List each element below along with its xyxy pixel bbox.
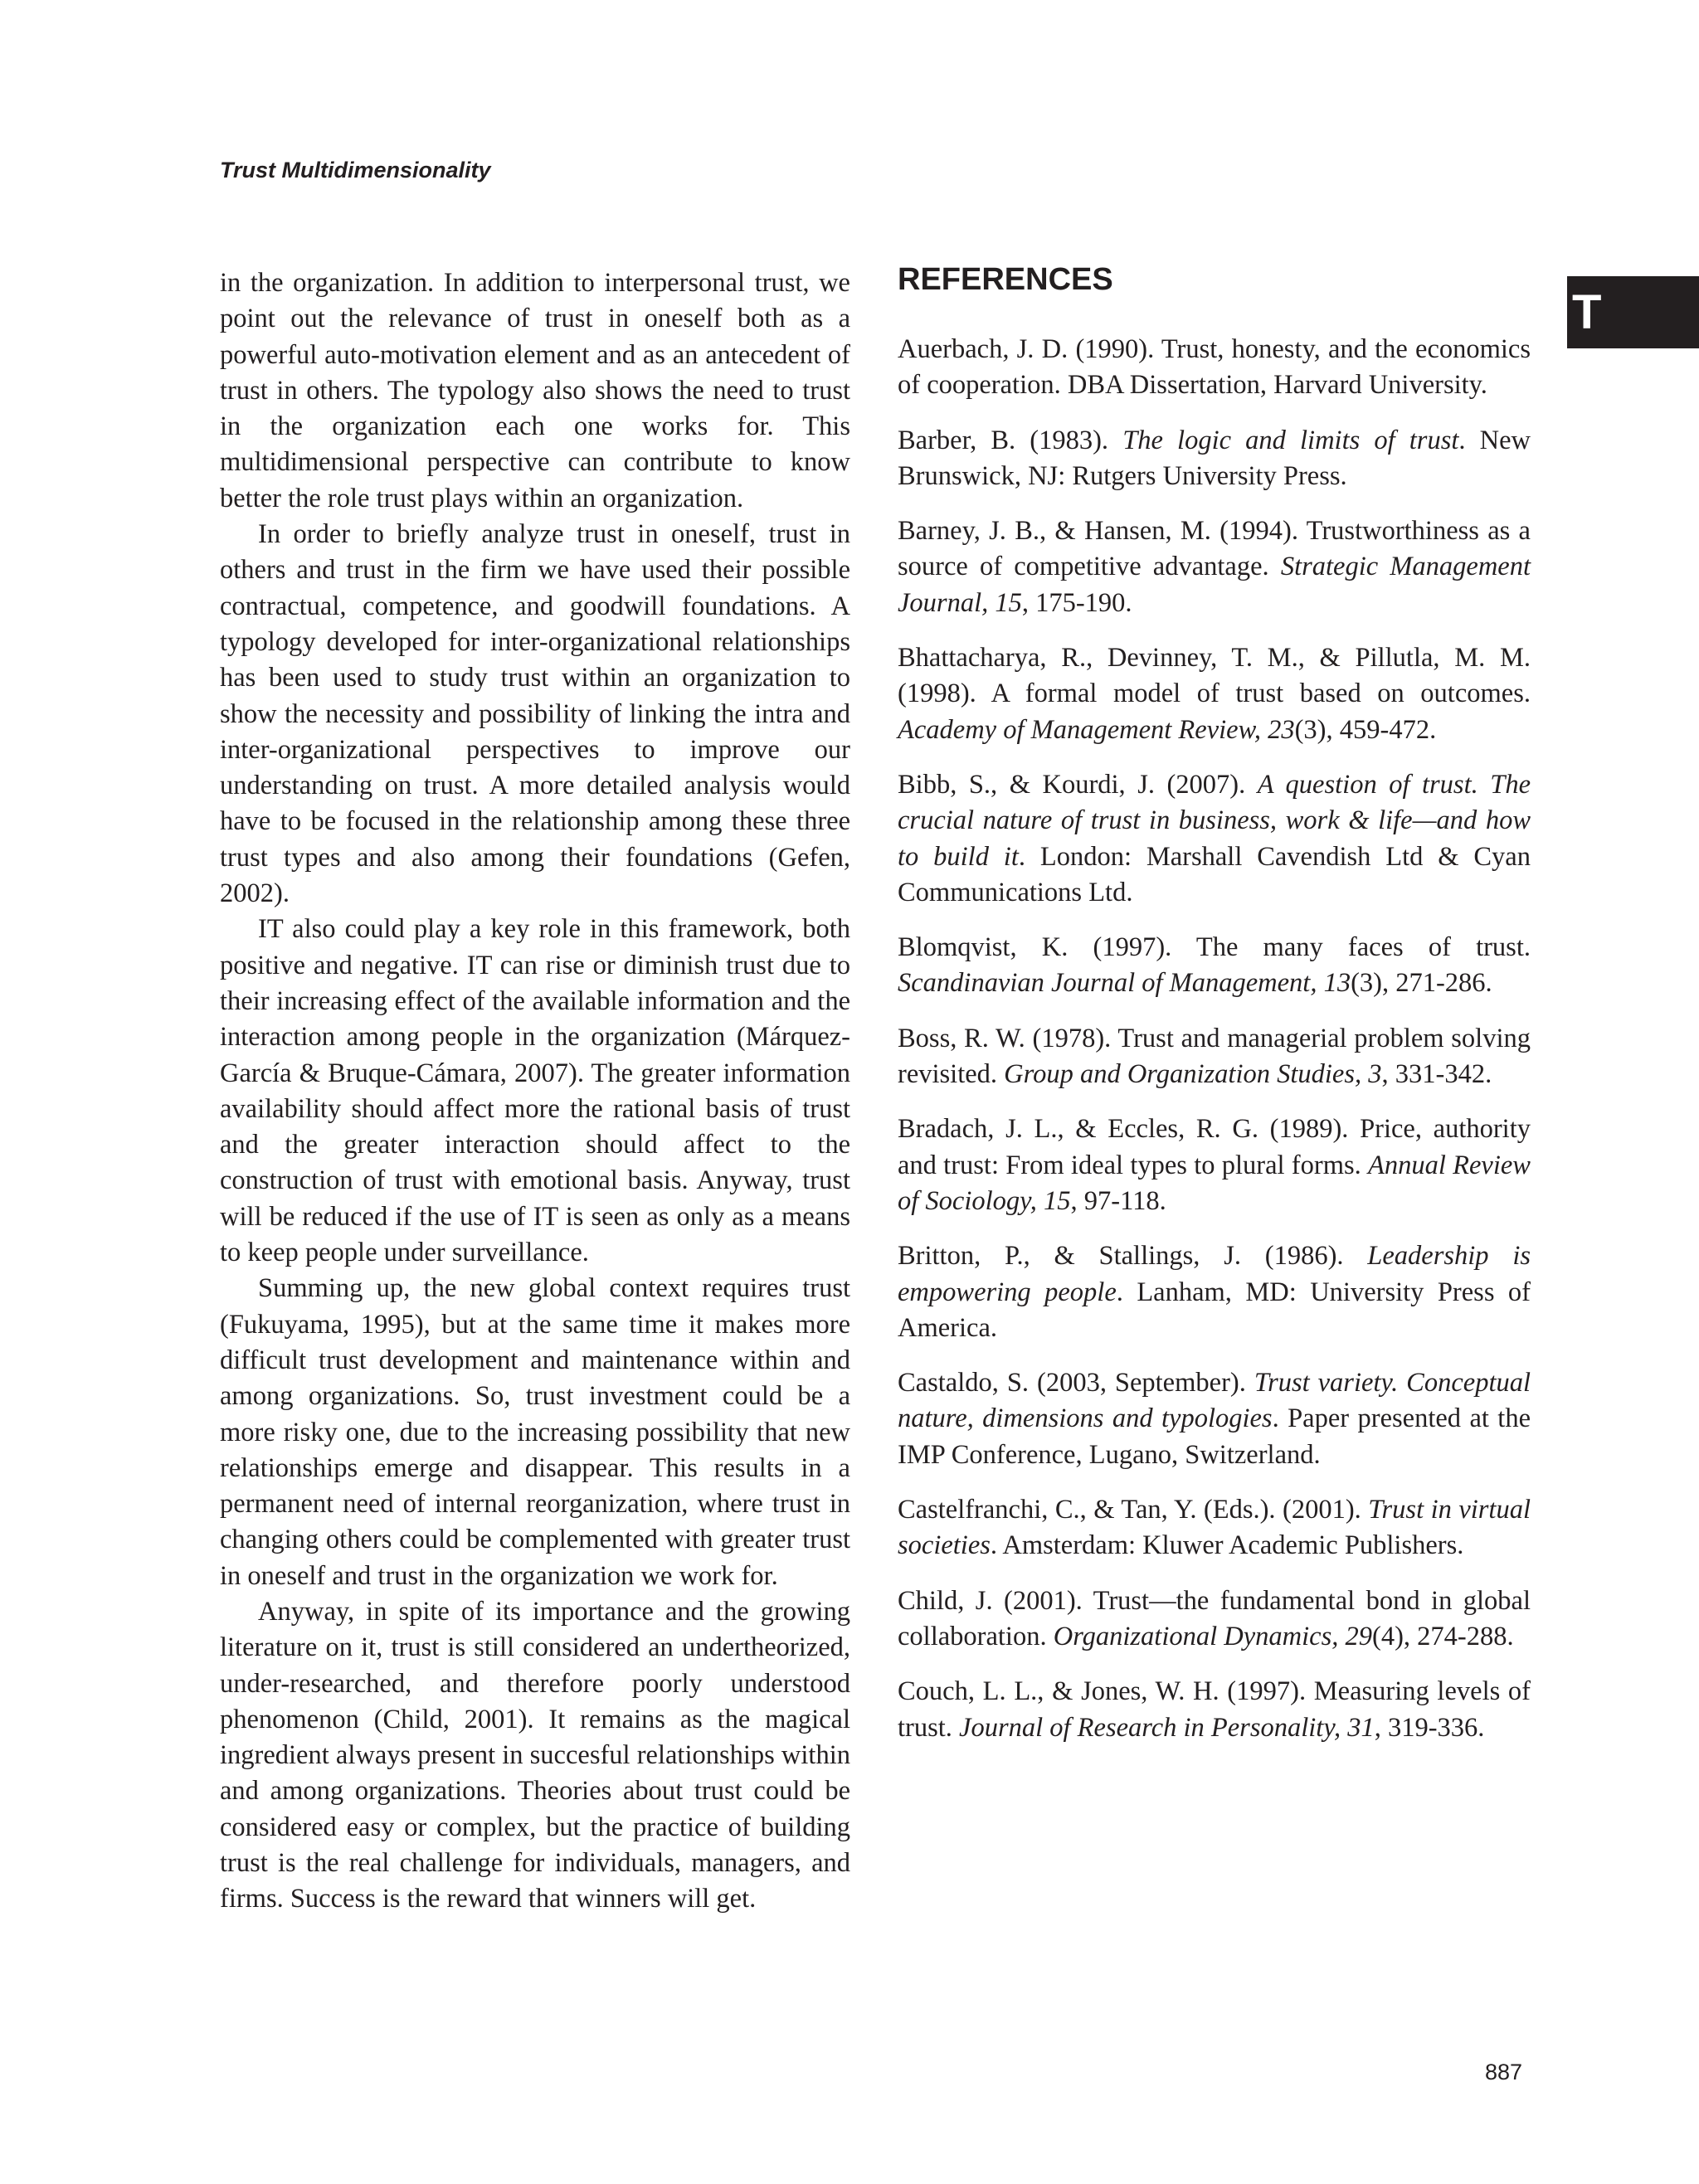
reference-title-italic: Academy of Management Review, 23	[898, 714, 1295, 745]
reference-text: (3), 459-472.	[1294, 714, 1437, 745]
reference-text: , 97-118.	[1070, 1185, 1166, 1216]
reference-text: Barber, B. (1983).	[898, 425, 1123, 455]
body-column	[220, 265, 850, 1918]
reference-title-italic: Strategic Management Journal, 15	[898, 552, 1531, 618]
reference-text: (4), 274-288.	[1372, 1621, 1514, 1651]
reference-entry	[898, 1111, 1531, 1219]
reference-text: , 319-336.	[1374, 1712, 1485, 1743]
reference-text: Bibb, S., & Kourdi, J. (2007).	[898, 769, 1258, 800]
reference-title-italic: Trust variety. Conceptual nature, dimensions and typologies	[898, 1368, 1531, 1434]
reference-title-italic: A question of trust. The crucial nature of trust in business, work & life—and how to build it	[898, 769, 1531, 872]
page-number: 887	[1485, 2060, 1523, 2084]
reference-title-italic: Journal of Research in Personality, 31	[959, 1712, 1375, 1743]
body-paragraph: in the organization. In addition to interpersonal trust, we point out the relevance of trust in oneself both as a powerful auto-motivation element and as an antecedent of trust in others. The typology also shows the need to trust in the organization each one works for. This multidimensional perspective can contribute to know better the role trust plays within an organization.	[220, 268, 850, 513]
reference-entry	[898, 1492, 1531, 1564]
reference-text: Castelfranchi, C., & Tan, Y. (Eds.). (2001).	[898, 1495, 1369, 1525]
running-head: Trust Multidimensionality	[220, 158, 491, 182]
reference-text: , 175-190.	[1021, 587, 1132, 618]
reference-title-italic: Annual Review of Sociology, 15	[898, 1150, 1531, 1216]
references-column	[898, 259, 1531, 1765]
body-paragraph: Anyway, in spite of its importance and the growing literature on it, trust is still considered an undertheorized, under-researched, and therefore poorly understood phenomenon (Child, 2001). It remains as the magical ingredient always present in succesful relationships within and among organizations. Theories about trust could be considered easy or complex, but the practice of building trust is the real challenge for individuals, managers, and firms. Success is the reward that winners will get.	[220, 1596, 850, 1914]
section-tab-marker: T	[1567, 276, 1699, 348]
body-paragraph: Summing up, the new global context requires trust (Fukuyama, 1995), but at the same time it makes more difficult trust development and maintenance within and among organizations. So, trust investment could be a more risky one, due to the increasing possibility that new relationships emerge and disappear. This results in a permanent need of internal reorganization, where trust in changing others could be complemented with greater trust in oneself and trust in the organization we work for.	[220, 1273, 850, 1591]
reference-text: Couch, L. L., & Jones, W. H. (1997). Measuring levels of trust.	[898, 1676, 1531, 1743]
reference-text: Auerbach, J. D. (1990). Trust, honesty, and the economics of cooperation. DBA Dissertation, Harvard University.	[898, 334, 1531, 401]
references-heading: REFERENCES	[898, 262, 1113, 297]
reference-text: Bradach, J. L., & Eccles, R. G. (1989). Price, authority and trust: From ideal types to plural forms.	[898, 1114, 1531, 1180]
reference-title-italic: Group and Organization Studies, 3	[1004, 1059, 1382, 1090]
reference-entry	[898, 513, 1531, 621]
reference-text: Boss, R. W. (1978). Trust and managerial problem solving revisited.	[898, 1023, 1531, 1090]
reference-title-italic: Organizational Dynamics, 29	[1053, 1621, 1372, 1651]
reference-entry	[898, 1365, 1531, 1473]
reference-text: Child, J. (2001). Trust—the fundamental bond in global collaboration.	[898, 1585, 1531, 1651]
reference-text: . New Brunswick, NJ: Rutgers University Press.	[898, 425, 1531, 491]
reference-title-italic: The logic and limits of trust	[1122, 425, 1459, 455]
reference-entry	[898, 767, 1531, 911]
reference-text: (3), 271-286.	[1351, 968, 1492, 999]
reference-list	[898, 332, 1531, 1746]
body-paragraph: IT also could play a key role in this framework, both positive and negative. IT can rise or diminish trust due to their increasing effect of the available information and the interaction among people in the organization (Márquez-García & Bruque-Cámara, 2007). The greater information availability should affect more the rational basis of trust and the greater interaction should affect to the construction of trust with emotional basis. Anyway, trust will be reduced if the use of IT is seen as only as a means to keep people under surveillance.	[220, 914, 850, 1268]
reference-text: Blomqvist, K. (1997). The many faces of trust.	[898, 932, 1531, 963]
reference-entry	[898, 1583, 1531, 1656]
reference-title-italic: Leadership is empowering people	[898, 1241, 1531, 1307]
reference-entry	[898, 640, 1531, 748]
reference-entry	[898, 1021, 1531, 1093]
reference-entry	[898, 332, 1531, 404]
reference-text: Castaldo, S. (2003, September).	[898, 1368, 1254, 1398]
reference-text: . Paper presented at the IMP Conference, Lugano, Switzerland.	[898, 1403, 1531, 1470]
reference-entry	[898, 930, 1531, 1002]
reference-text: , 331-342.	[1381, 1059, 1492, 1090]
reference-title-italic: Trust in virtual societies	[898, 1495, 1531, 1561]
reference-entry	[898, 1674, 1531, 1746]
reference-text: . London: Marshall Cavendish Ltd & Cyan Communications Ltd.	[898, 841, 1531, 907]
reference-title-italic: Scandinavian Journal of Management, 13	[898, 968, 1351, 999]
reference-text: Britton, P., & Stallings, J. (1986).	[898, 1241, 1368, 1272]
reference-text: . Lanham, MD: University Press of America.	[898, 1277, 1531, 1343]
reference-text: Bhattacharya, R., Devinney, T. M., & Pillutla, M. M. (1998). A formal model of trust based on outcomes.	[898, 643, 1531, 709]
body-paragraph: In order to briefly analyze trust in oneself, trust in others and trust in the firm we have used their possible contractual, competence, and goodwill foundations. A typology developed for inter-organizational relationships has been used to study trust within an organization to show the necessity and possibility of linking the intra and inter-organizational perspectives to improve our understanding on trust. A more detailed analysis would have to be focused in the relationship among these three trust types and also among their foundations (Gefen, 2002).	[220, 519, 850, 909]
reference-entry	[898, 423, 1531, 495]
reference-text: . Amsterdam: Kluwer Academic Publishers.	[990, 1530, 1464, 1561]
reference-entry	[898, 1238, 1531, 1346]
reference-text: Barney, J. B., & Hansen, M. (1994). Trustworthiness as a source of competitive advantage.	[898, 516, 1531, 582]
